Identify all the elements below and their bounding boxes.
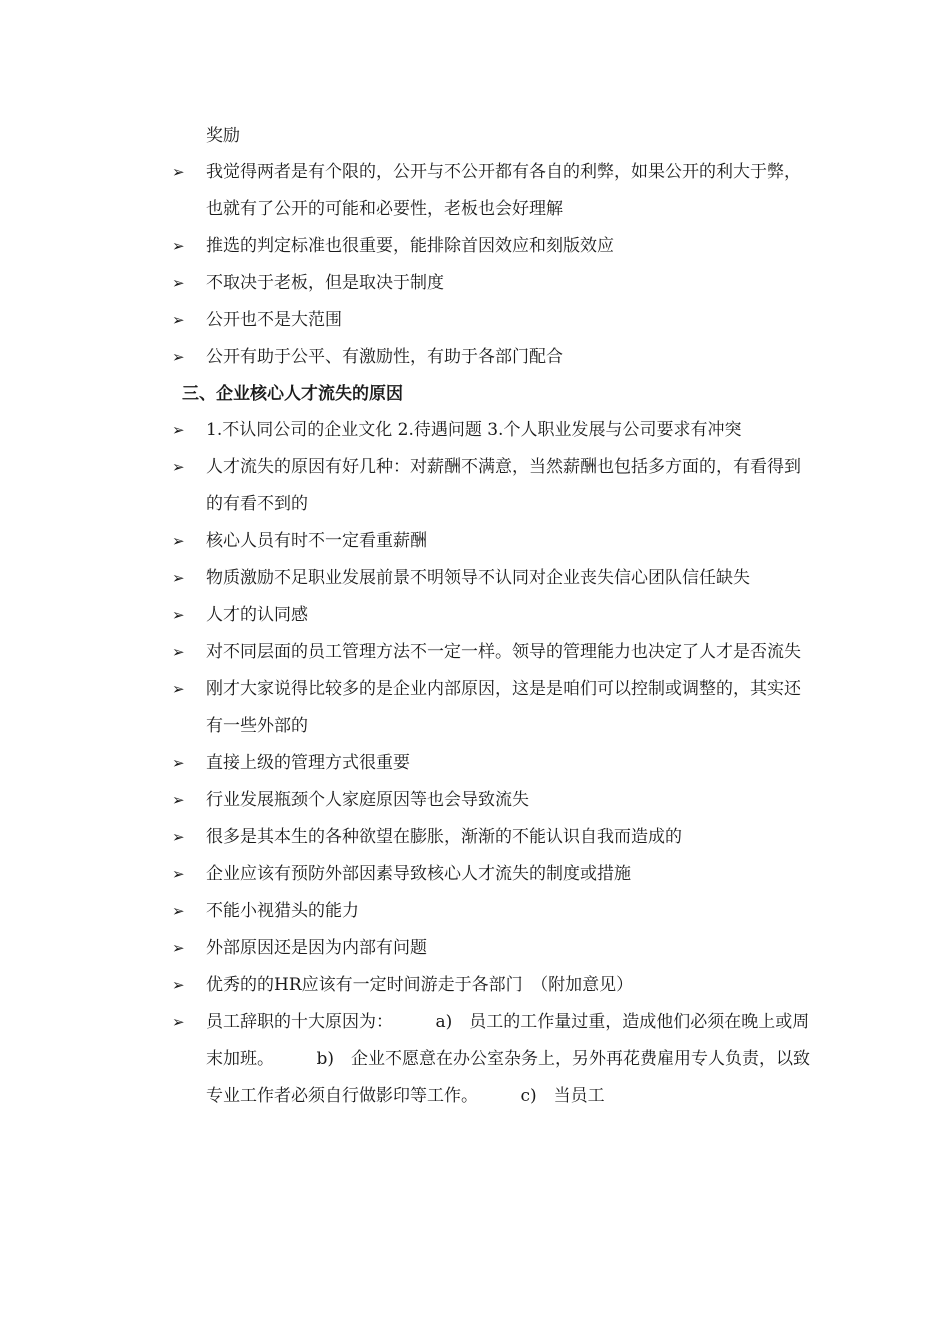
list-item-text: 不能小视猎头的能力 [206,901,359,921]
list-item-text: 对不同层面的员工管理方法不一定一样。领导的管理能力也决定了人才是否流失 [206,642,801,662]
list-item-text: 推选的判定标准也很重要，能排除首因效应和刻版效应 [206,236,614,256]
list-item-text: 直接上级的管理方式很重要 [206,753,410,773]
arrow-bullet-icon: ➢ [172,311,185,329]
list-item-text: 物质激励不足职业发展前景不明领导不认同对企业丧失信心团队信任缺失 [206,568,750,588]
list-item [172,893,812,930]
list-item [172,856,812,893]
arrow-bullet-icon: ➢ [172,828,185,846]
list-item [172,449,812,523]
list-item [172,819,812,856]
arrow-bullet-icon: ➢ [172,163,185,181]
section-heading: 三、企业核心人才流失的原因 [182,384,403,404]
arrow-bullet-icon: ➢ [172,902,185,920]
bullet-list-before [172,154,812,376]
arrow-bullet-icon: ➢ [172,606,185,624]
list-item-text: 很多是其本生的各种欲望在膨胀，渐渐的不能认识自我而造成的 [206,827,682,847]
arrow-bullet-icon: ➢ [172,1013,185,1031]
arrow-bullet-icon: ➢ [172,976,185,994]
list-item [172,967,812,1004]
list-item [172,265,812,302]
list-item-text: 优秀的的HR应该有一定时间游走于各部门 （附加意见） [206,975,634,995]
continuation-text: 奖励 [206,126,240,146]
list-item-text: 行业发展瓶颈个人家庭原因等也会导致流失 [206,790,529,810]
list-item [172,597,812,634]
arrow-bullet-icon: ➢ [172,569,185,587]
list-item-text: 外部原因还是因为内部有问题 [206,938,427,958]
list-item-text: 人才的认同感 [206,605,308,625]
arrow-bullet-icon: ➢ [172,532,185,550]
list-item-text: 核心人员有时不一定看重薪酬 [206,531,427,551]
arrow-bullet-icon: ➢ [172,754,185,772]
arrow-bullet-icon: ➢ [172,421,185,439]
arrow-bullet-icon: ➢ [172,939,185,957]
list-item [172,745,812,782]
list-item-text: 刚才大家说得比较多的是企业内部原因，这是是咱们可以控制或调整的，其实还有一些外部的 [206,679,801,736]
list-item [172,782,812,819]
list-item [172,302,812,339]
list-item-text: 员工辞职的十大原因为： a) 员工的工作量过重，造成他们必须在晚上或周末加班。 b) 企业不愿意在办公室杂务上，另外再花费雇用专人负责，以致专业工作者必须自行做影印等工作。 c) 当员工 [206,1012,811,1106]
list-item [172,339,812,376]
list-item-text: 我觉得两者是有个限的，公开与不公开都有各自的利弊，如果公开的利大于弊，也就有了公开的可能和必要性，老板也会好理解 [206,162,801,219]
list-item [172,523,812,560]
list-item [172,671,812,745]
list-item [172,1004,812,1115]
arrow-bullet-icon: ➢ [172,274,185,292]
bullet-list-after [172,412,812,1115]
list-item-text: 不取决于老板，但是取决于制度 [206,273,444,293]
list-item [172,930,812,967]
list-item [172,228,812,265]
list-item-text: 1.不认同公司的企业文化 2.待遇问题 3.个人职业发展与公司要求有冲突 [206,420,742,440]
list-item [172,634,812,671]
arrow-bullet-icon: ➢ [172,237,185,255]
arrow-bullet-icon: ➢ [172,348,185,366]
arrow-bullet-icon: ➢ [172,791,185,809]
document-body [172,118,812,1115]
arrow-bullet-icon: ➢ [172,680,185,698]
arrow-bullet-icon: ➢ [172,643,185,661]
list-item [172,412,812,449]
list-item-text: 公开也不是大范围 [206,310,342,330]
list-item-text: 公开有助于公平、有激励性，有助于各部门配合 [206,347,563,367]
list-item-text: 人才流失的原因有好几种：对薪酬不满意，当然薪酬也包括多方面的，有看得到的有看不到的 [206,457,801,514]
arrow-bullet-icon: ➢ [172,458,185,476]
list-item [172,154,812,228]
list-item [172,560,812,597]
arrow-bullet-icon: ➢ [172,865,185,883]
list-item-text: 企业应该有预防外部因素导致核心人才流失的制度或措施 [206,864,631,884]
